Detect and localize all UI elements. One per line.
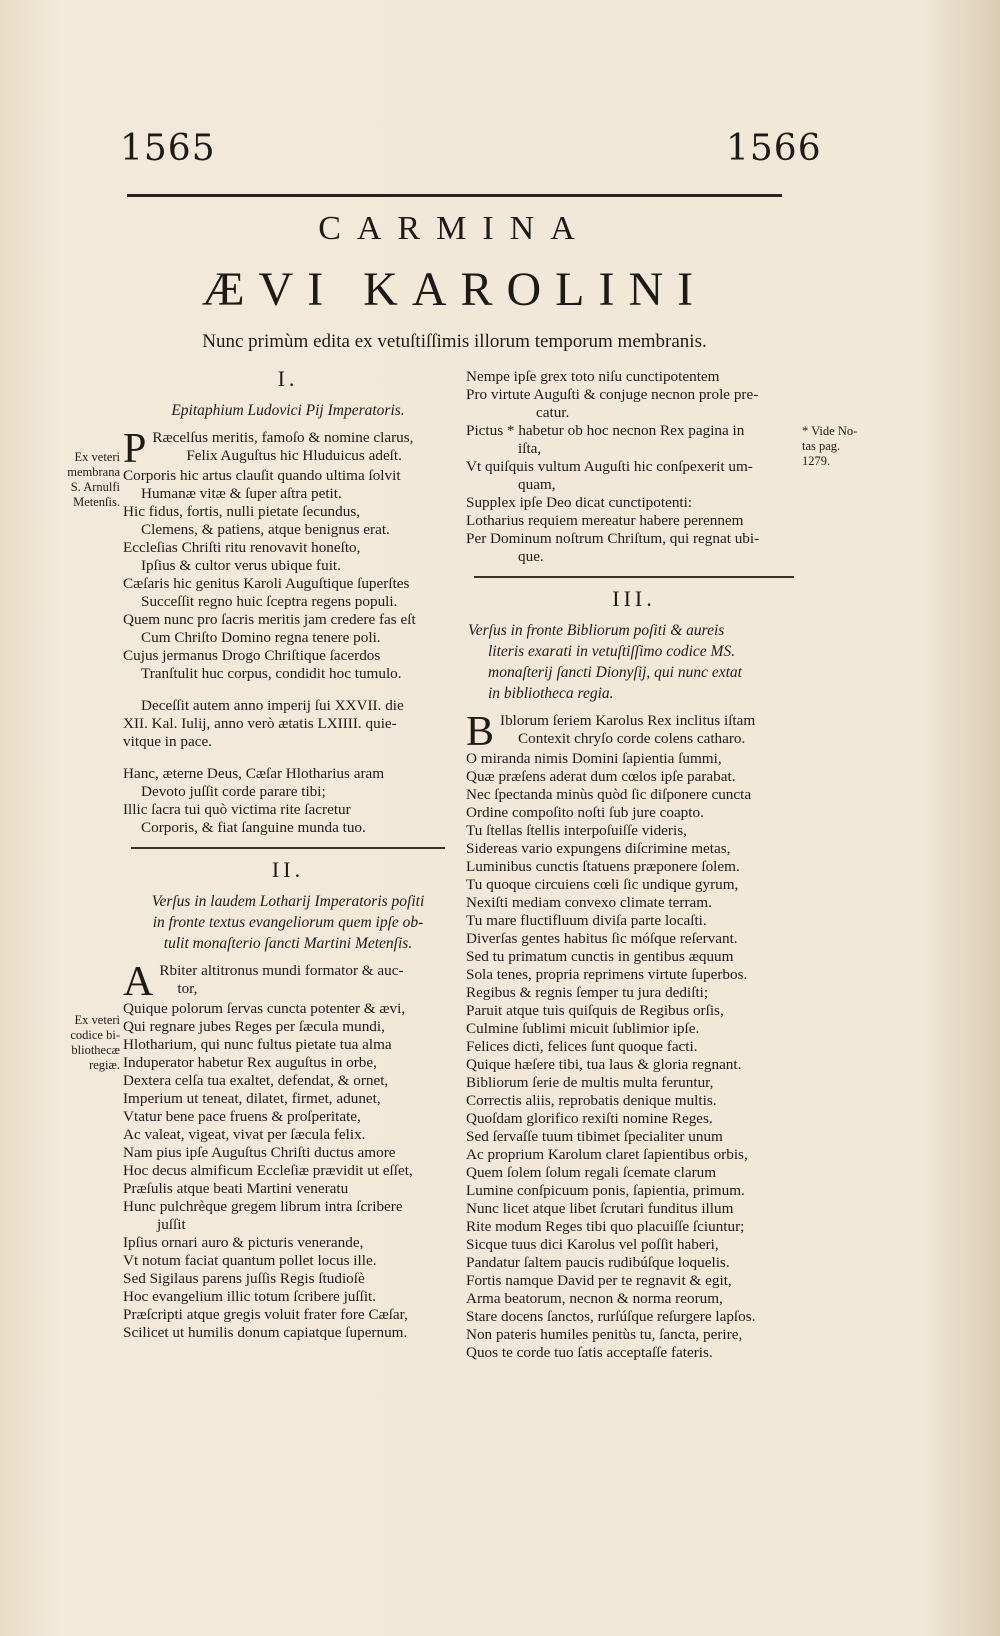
verse-line: Culmine ſublimi micuit ſublimior ipſe.: [466, 1019, 700, 1037]
page-number-right: 1566: [726, 128, 822, 169]
verse-line: Stare docens ſanctos, rurſúſque reſurgere lapſos.: [466, 1307, 756, 1325]
verse-line: Illic ſacra tui quò victima rite ſacretur: [123, 801, 351, 818]
title-line-1: CARMINA: [318, 210, 591, 247]
title-line: Verſus in fronte Bibliorum poſiti & aureis: [468, 621, 725, 639]
verse-line: Diverſas gentes habitus ſic móſque reſervant.: [466, 929, 738, 947]
left-column: [123, 368, 453, 1342]
title-line: in fronte textus evangeliorum quem ipſe ob-: [152, 913, 424, 931]
verse-line: Arma beatorum, necnon & norma reorum,: [466, 1289, 723, 1307]
header-rule: [127, 194, 782, 197]
margin-note-line: 1279.: [802, 454, 831, 468]
section-2-numeral: II.: [271, 856, 305, 882]
verse-line: Pandatur ſaltem paucis rudibúſque loquelis.: [466, 1253, 730, 1271]
verse-line: Supplex ipſe Deo dicat cunctipotenti:: [466, 494, 693, 511]
verse-line: Corporis hic artus clauſit quando ultima ſolvit: [123, 467, 401, 484]
margin-note-line: codice bi-: [70, 1028, 120, 1042]
verse-line: Non pateris humiles penitùs tu, ſancta, perire,: [466, 1325, 743, 1343]
verse-line: Rite modum Reges tibi quo placuiſſe ſciuntur;: [466, 1217, 745, 1235]
verse-line: Tu quoque circuiens cœli ſic undique gyrum,: [466, 875, 739, 893]
verse-line: Cæſaris hic genitus Karoli Auguſtique ſuperſtes: [123, 575, 410, 592]
verse-line: Vtatur bene pace fruens & proſperitate,: [123, 1107, 361, 1125]
prose-line: Deceſſit autem anno imperij ſui XXVII. die: [141, 697, 404, 714]
verse-line: Pictus * habetur ob hoc necnon Rex pagina in: [466, 422, 745, 439]
margin-note-line: tas pag.: [802, 439, 841, 453]
section-1-dedication: [123, 765, 453, 837]
section-1-numeral: I.: [277, 366, 299, 391]
section-divider: [131, 847, 445, 849]
subtitle: Nunc primùm edita ex vetuſtiſſimis illorum temporum membranis.: [202, 331, 707, 352]
verse-line: Quæ præſens aderat dum cœlos ipſe parabat.: [466, 767, 736, 785]
verse-line: Hanc, æterne Deus, Cæſar Hlotharius aram: [123, 765, 385, 782]
verse-line: Dextera celſa tua exaltet, defendat, & ornet,: [123, 1071, 389, 1089]
verse-line: Quem nunc pro ſacris meritis jam credere fas eſt: [123, 611, 416, 628]
verse-line: Clemens, & patiens, atque benignus erat.: [141, 521, 390, 538]
verse-line: Cum Chriſto Domino regna tenere poli.: [141, 629, 381, 646]
prose-line: vitque in pace.: [123, 733, 212, 750]
section-3-numeral: III.: [612, 585, 656, 611]
verse-line: Bibliorum ſerie de multis multa feruntur,: [466, 1073, 714, 1091]
verse-line: O miranda nimis Domini ſapientia ſummi,: [466, 749, 722, 767]
verse-line: Sicque tuus dici Karolus vel poſſit haberi,: [466, 1235, 719, 1253]
verse-line: Lotharius requiem mereatur habere perennem: [466, 512, 744, 529]
section-2-continuation: [466, 368, 802, 566]
verse-line: Felices dicti, felices ſunt quoque facti.: [466, 1037, 698, 1055]
section-1-prose: [123, 697, 453, 751]
verse-line: Iblorum ſeriem Karolus Rex inclitus iſtam: [500, 711, 756, 729]
verse-line: Scilicet ut humilis donum capiatque ſupernum.: [123, 1323, 408, 1341]
verse-line: Quem ſolem ſolum regali ſcemate clarum: [466, 1163, 717, 1181]
verse-line: Succeſſit regno huic ſceptra regens populi.: [141, 593, 398, 610]
margin-note-line: Ex veteri: [74, 450, 120, 464]
margin-note-2: [50, 1013, 120, 1073]
verse-line: Cujus jermanus Drogo Chriſtique ſacerdos: [123, 647, 381, 664]
verse-line: Per Dominum noſtrum Chriſtum, qui regnat ubi-: [466, 530, 760, 547]
section-3-poem: [466, 708, 802, 1362]
margin-note-line: Metenſis.: [73, 495, 120, 509]
section-1-title: Epitaphium Ludovici Pij Imperatoris.: [171, 402, 405, 419]
verse-line: Sed Sigilaus parens juſſis Regis ſtudioſè: [123, 1269, 365, 1287]
verse-line: Humanæ vitæ & ſuper aſtra petit.: [141, 485, 342, 502]
margin-note-1: [48, 450, 120, 510]
margin-note-line: bliothecæ: [71, 1043, 120, 1057]
verse-line: Imperium ut teneat, dilatet, firmet, adunet,: [123, 1089, 381, 1107]
verse-line: Hunc pulchrèque gregem librum intra ſcribere: [123, 1197, 403, 1215]
drop-cap: A: [123, 958, 154, 1005]
verse-line: Sed tu primatum cunctis in gentibus æquum: [466, 947, 734, 965]
verse-line: Ac valeat, vigeat, vivat per ſæcula felix.: [123, 1125, 366, 1143]
verse-line: Paruit atque tuis quiſquis de Regibus orſis,: [466, 1001, 724, 1019]
title-line: Verſus in laudem Lotharij Imperatoris poſiti: [151, 892, 425, 910]
verse-line: Sola tenes, propria reprimens virtute ſuperbos.: [466, 965, 748, 983]
verse-line: Præſulis atque beati Martini veneratu: [123, 1179, 349, 1197]
drop-cap: P: [123, 426, 147, 472]
verse-line: Quos te corde tuo ſatis acceptaſſe fateris.: [466, 1343, 713, 1361]
verse-line: Tu mare fluctifluum diviſa parte locaſti.: [466, 911, 707, 929]
verse-line: Quique polorum ſervas cuncta potenter & ævi,: [123, 999, 406, 1017]
verse-line: que.: [518, 548, 544, 565]
verse-line: Nam pius ipſe Auguſtus Chriſti ductus amore: [123, 1143, 396, 1161]
verse-line: Corporis, & fiat ſanguine munda tuo.: [141, 819, 366, 836]
verse-line: Tranſtulit huc corpus, condidit hoc tumulo.: [141, 665, 402, 682]
verse-line: Felix Auguſtus hic Hluduicus adeſt.: [186, 447, 402, 464]
page-number-left: 1565: [120, 128, 216, 169]
section-1-poem: [123, 426, 453, 683]
title-line: monaſterij ſancti Dionyſij, qui nunc extat: [488, 663, 742, 681]
verse-line: Ipſius & cultor verus ubique fuit.: [141, 557, 341, 574]
verse-line: Luminibus cunctis ſtatuens præponere ſolem.: [466, 857, 740, 875]
verse-line: Hoc decus almificum Eccleſiæ prævidit ut eſſet,: [123, 1161, 413, 1179]
verse-line: Vt quiſquis vultum Auguſti hic conſpexerit um-: [466, 458, 753, 475]
right-column: [466, 368, 802, 1362]
title-line: in bibliotheca regia.: [488, 684, 614, 702]
verse-line: Rbiter altitronus mundi formator & auc-: [159, 961, 404, 979]
margin-note-line: membrana: [67, 465, 120, 479]
verse-line: Eccleſias Chriſti ritu renovavit honeſto,: [123, 539, 361, 556]
verse-line: Correctis aliis, reprobatis denique multis.: [466, 1091, 717, 1109]
verse-line: iſta,: [518, 440, 542, 457]
prose-line: XII. Kal. Iulij, anno verò ætatis LXIIII. quie-: [123, 715, 397, 732]
title-line: literis exarati in vetuſtiſſimo codice MS.: [488, 642, 736, 660]
verse-line: Induperator habetur Rex auguſtus in orbe,: [123, 1053, 377, 1071]
verse-line: Ac proprium Karolum claret ſapientibus orbis,: [466, 1145, 748, 1163]
margin-note-line: * Vide No-: [802, 424, 858, 438]
verse-line: Quoſdam glorifico rexiſti nomine Reges.: [466, 1109, 713, 1127]
verse-line: juſſit: [157, 1215, 186, 1233]
verse-line: Præſcripti atque gregis voluit frater fore Cæſar,: [123, 1305, 408, 1323]
verse-line: Sidereas vario expungens diſcrimine metas,: [466, 839, 731, 857]
verse-line: Nexiſti mediam convexo climate terram.: [466, 893, 712, 911]
section-3-title: [466, 620, 802, 704]
verse-line: Contexit chryſo corde colens catharo.: [518, 729, 746, 747]
verse-line: Pro virtute Auguſti & conjuge necnon prole pre-: [466, 386, 759, 403]
verse-line: quam,: [518, 476, 556, 493]
title-line: tulit monaſterio ſancti Martini Metenſis.: [163, 934, 413, 952]
verse-line: Nunc licet atque libet ſcrutari funditus illum: [466, 1199, 734, 1217]
verse-line: Regibus & regnis ſemper tu jura dediſti;: [466, 983, 709, 1001]
verse-line: Sed ſervaſſe tuum tibimet ſpecialiter unum: [466, 1127, 723, 1145]
verse-line: Lumine conſpicuum ponis, ſapientia, primum.: [466, 1181, 745, 1199]
section-2-poem: [123, 958, 453, 1342]
verse-line: Ræcelſus meritis, famoſo & nomine clarus,: [152, 429, 414, 446]
verse-line: Qui regnare jubes Reges per ſæcula mundi,: [123, 1017, 385, 1035]
title-line-2: ÆVI KAROLINI: [201, 263, 708, 316]
margin-note-3: [802, 424, 862, 469]
drop-cap: B: [466, 708, 495, 755]
verse-line: Quique hæſere tibi, tua laus & gloria regnant.: [466, 1055, 742, 1073]
section-2-title: [123, 891, 453, 954]
margin-note-line: regiæ.: [89, 1058, 120, 1072]
verse-line: Hlotharium, qui nunc fultus pietate tua alma: [123, 1035, 392, 1053]
verse-line: Tu ſtellas ſtellis interpoſuiſſe videris,: [466, 821, 687, 839]
verse-line: Vt notum faciat quantum pollet locus ille.: [123, 1251, 377, 1269]
section-divider: [474, 576, 794, 578]
margin-note-line: S. Arnulfi: [70, 480, 120, 494]
verse-line: Hoc evangelium illic totum ſcribere juſſit.: [123, 1287, 377, 1305]
verse-line: tor,: [177, 979, 198, 997]
verse-line: catur.: [536, 404, 570, 421]
verse-line: Nec ſpectanda minùs quòd ſic diſponere cuncta: [466, 785, 752, 803]
verse-line: Fortis namque David per te regnavit & egit,: [466, 1271, 732, 1289]
verse-line: Devoto juſſit corde parare tibi;: [141, 783, 326, 800]
margin-note-line: Ex veteri: [74, 1013, 120, 1027]
verse-line: Nempe ipſe grex toto niſu cunctipotentem: [466, 368, 720, 385]
verse-line: Ordine compoſito noſti ſub jure coapto.: [466, 803, 704, 821]
verse-line: Ipſius ornari auro & picturis venerande,: [123, 1233, 364, 1251]
verse-line: Hic fidus, fortis, nulli pietate ſecundus,: [123, 503, 361, 520]
